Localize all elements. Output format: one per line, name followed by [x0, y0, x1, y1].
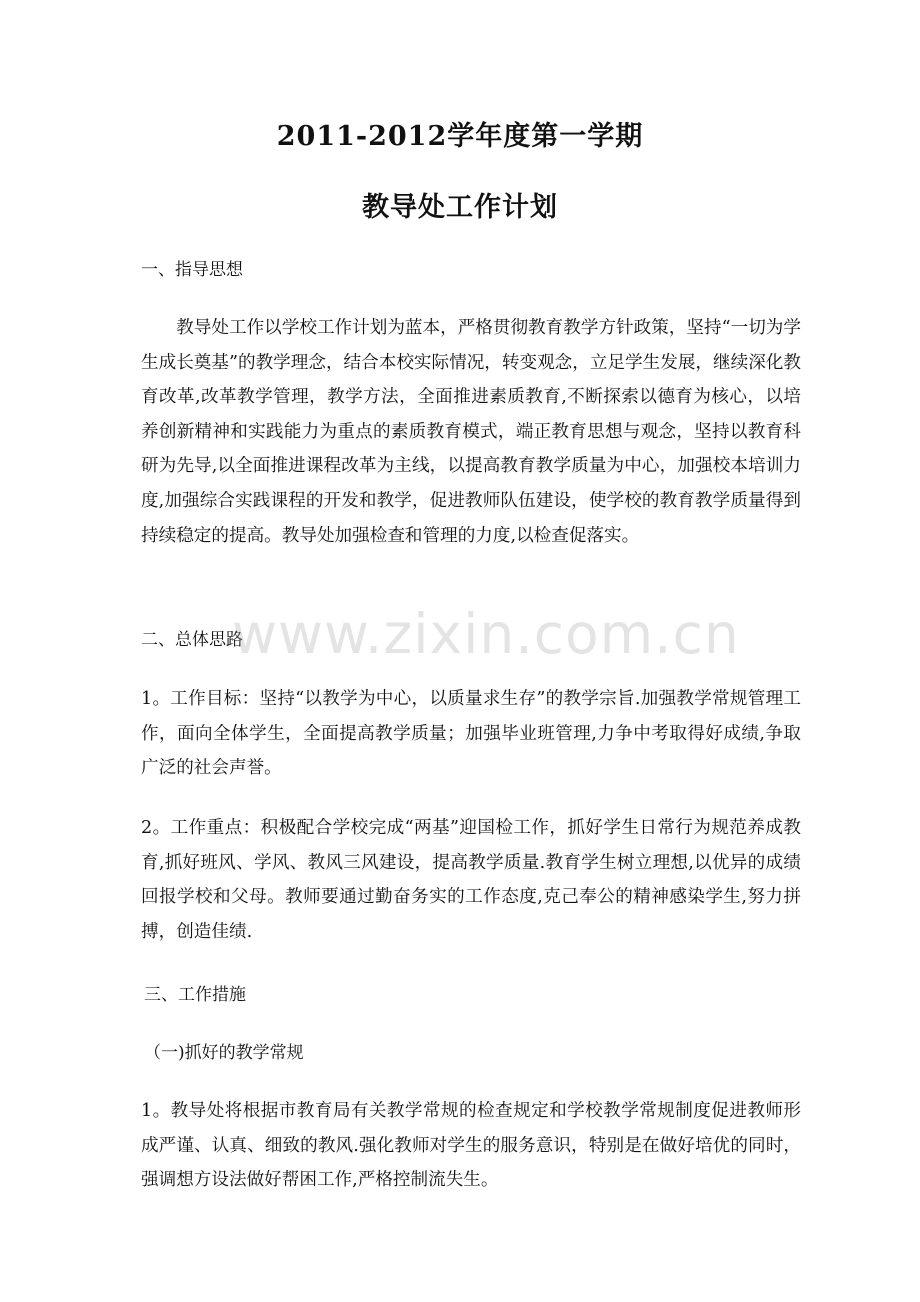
section3-sub1-heading: （一)抓好的教学常规	[144, 1043, 304, 1063]
section1-heading: 一、指导思想	[141, 260, 243, 280]
section1-body: 教导处工作以学校工作计划为蓝本，严格贯彻教育教学方针政策，坚持“一切为学生成长奠基”的教学理念，结合本校实际情况，转变观念，立足学生发展，继续深化教育改革,改革教学管理，教学方法，全面推进素质教育,不断探索以德育为核心，以培养创新精神和实践能力为重点的素质教育模式，端正教育思想与观念，坚持以教育科研为先导,以全面推进课程改革为主线，以提高教育教学质量为中心，加强校本培训力度,加强综合实践课程的开发和教学，促进教师队伍建设，使学校的教育教学质量得到持续稳定的提高。教导处加强检查和管理的力度,以检查促落实。	[141, 318, 801, 546]
section2-heading: 二、总体思路	[141, 630, 243, 650]
section2-item1: 1。工作目标：坚持“以教学为中心，以质量求生存”的教学宗旨.加强教学常规管理工作，面向全体学生，全面提高教学质量；加强毕业班管理,力争中考取得好成绩,争取广泛的社会声誉。	[141, 689, 801, 779]
section3-heading: 三、工作措施	[144, 985, 246, 1005]
watermark-text: www.zixin.com.cn	[232, 602, 740, 666]
document-title-line1: 2011-2012学年度第一学期	[276, 121, 644, 152]
document-title-line2: 教导处工作计划	[362, 192, 558, 223]
section3-sub1-item1: 1。教导处将根据市教育局有关教学常规的检查规定和学校教学常规制度促进教师形成严谨、认真、细致的教风.强化教师对学生的服务意识，特别是在做好培优的同时，强调想方设法做好帮困工作,严格控制流失生。	[141, 1101, 801, 1191]
section2-item2: 2。工作重点：积极配合学校完成“两基”迎国检工作，抓好学生日常行为规范养成教育,抓好班风、学风、教风三风建设，提高教学质量.教育学生树立理想,以优异的成绩回报学校和父母。教师要通过勤奋务实的工作态度,克己奉公的精神感染学生,努力拼搏，创造佳绩.	[141, 818, 801, 942]
